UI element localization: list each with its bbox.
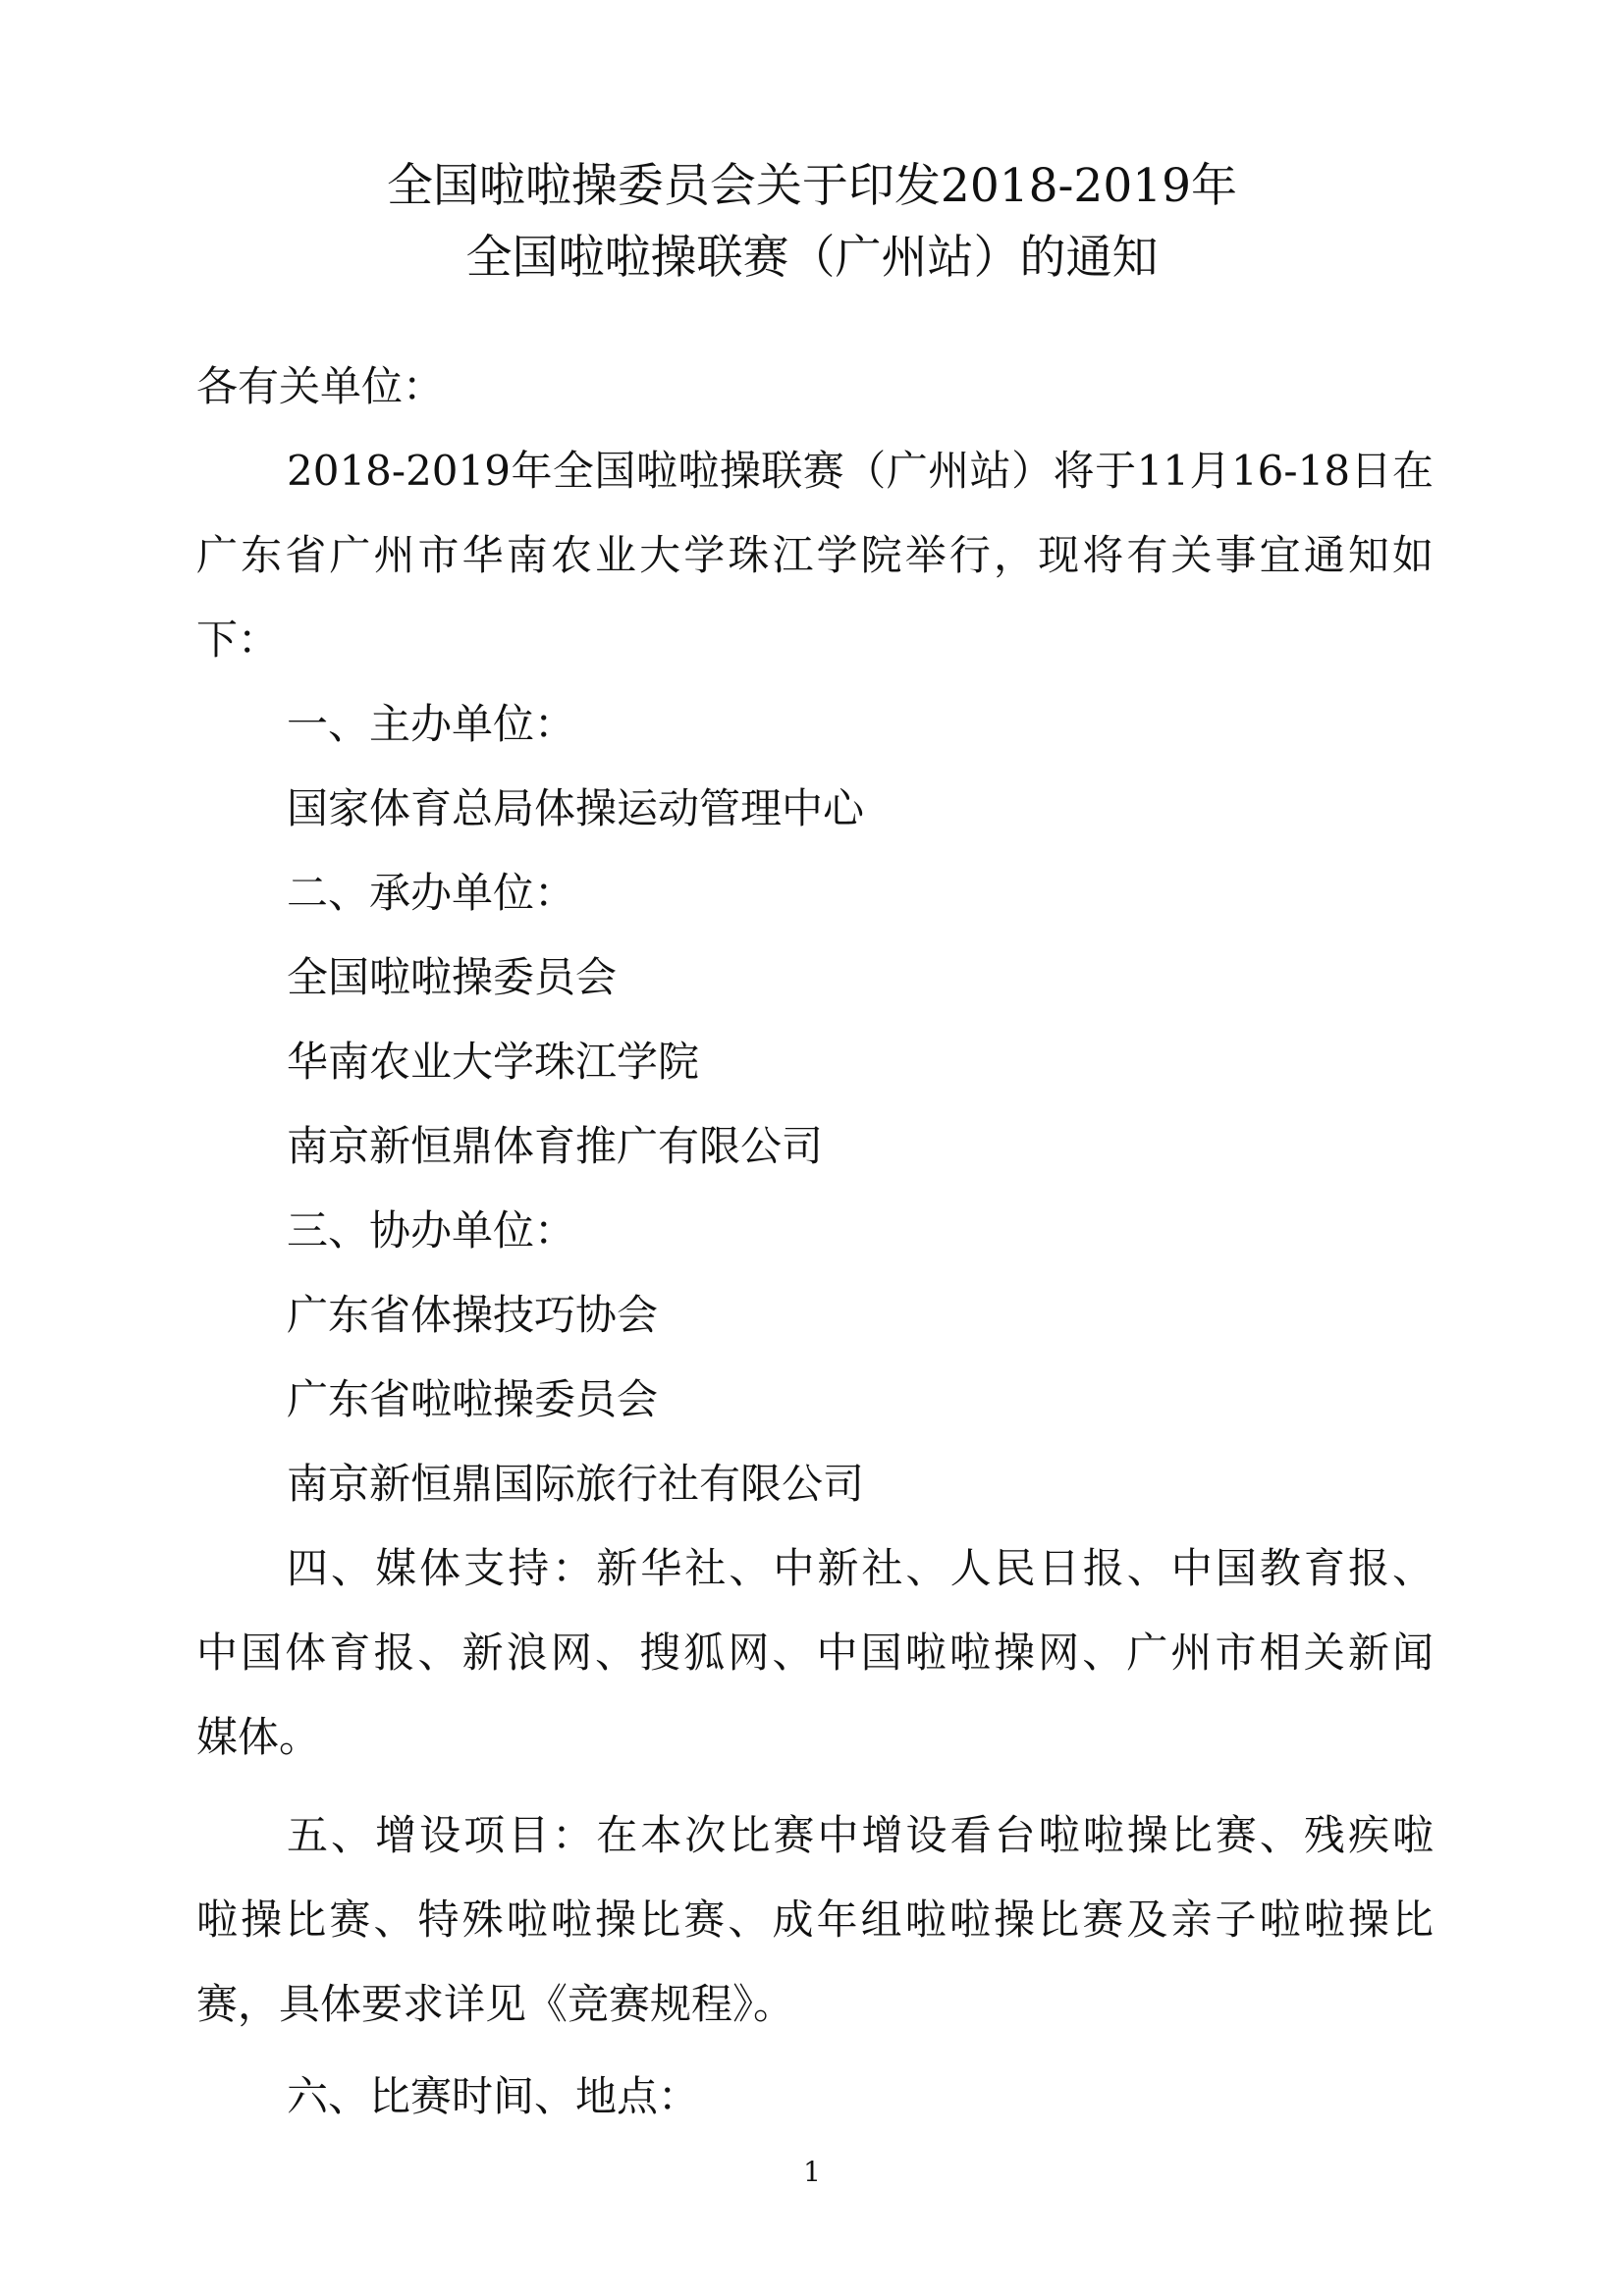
section-2-item: 全国啦啦操委员会 [287, 953, 618, 1001]
section-5-line-1: 五、增设项目：在本次比赛中增设看台啦啦操比赛、残疾啦 [287, 1811, 1434, 1859]
section-5-line-2: 啦操比赛、特殊啦啦操比赛、成年组啦啦操比赛及亲子啦啦操比 [196, 1896, 1434, 1944]
document-title-line-1: 全国啦啦操委员会关于印发2018-2019年 [386, 159, 1238, 213]
intro-line-1: 2018-2019年全国啦啦操联赛（广州站）将于11月16-18日在 [287, 447, 1434, 495]
section-3-item: 广东省啦啦操委员会 [287, 1375, 659, 1423]
section-3-item: 南京新恒鼎国际旅行社有限公司 [287, 1460, 865, 1508]
document-title-line-2: 全国啦啦操联赛（广州站）的通知 [465, 231, 1159, 285]
section-4-line-3: 媒体。 [196, 1713, 321, 1761]
section-2-heading: 二、承办单位： [287, 869, 576, 917]
section-2-item: 华南农业大学珠江学院 [287, 1038, 700, 1086]
section-3-heading: 三、协办单位： [287, 1206, 576, 1255]
salutation: 各有关单位： [196, 362, 445, 410]
section-6-heading: 六、比赛时间、地点： [287, 2072, 700, 2120]
section-1-heading: 一、主办单位： [287, 700, 576, 748]
section-5-line-3: 赛，具体要求详见《竞赛规程》。 [196, 1980, 795, 2028]
section-4-line-2: 中国体育报、新浪网、搜狐网、中国啦啦操网、广州市相关新闻 [196, 1629, 1434, 1677]
section-2-item: 南京新恒鼎体育推广有限公司 [287, 1122, 824, 1170]
intro-line-2: 广东省广州市华南农业大学珠江学院举行，现将有关事宜通知如 [196, 531, 1434, 579]
section-4-line-1: 四、媒体支持：新华社、中新社、人民日报、中国教育报、 [287, 1544, 1434, 1592]
section-1-item: 国家体育总局体操运动管理中心 [287, 784, 865, 832]
section-3-item: 广东省体操技巧协会 [287, 1291, 659, 1339]
page-number: 1 [803, 2156, 821, 2188]
intro-line-3: 下： [196, 615, 280, 664]
